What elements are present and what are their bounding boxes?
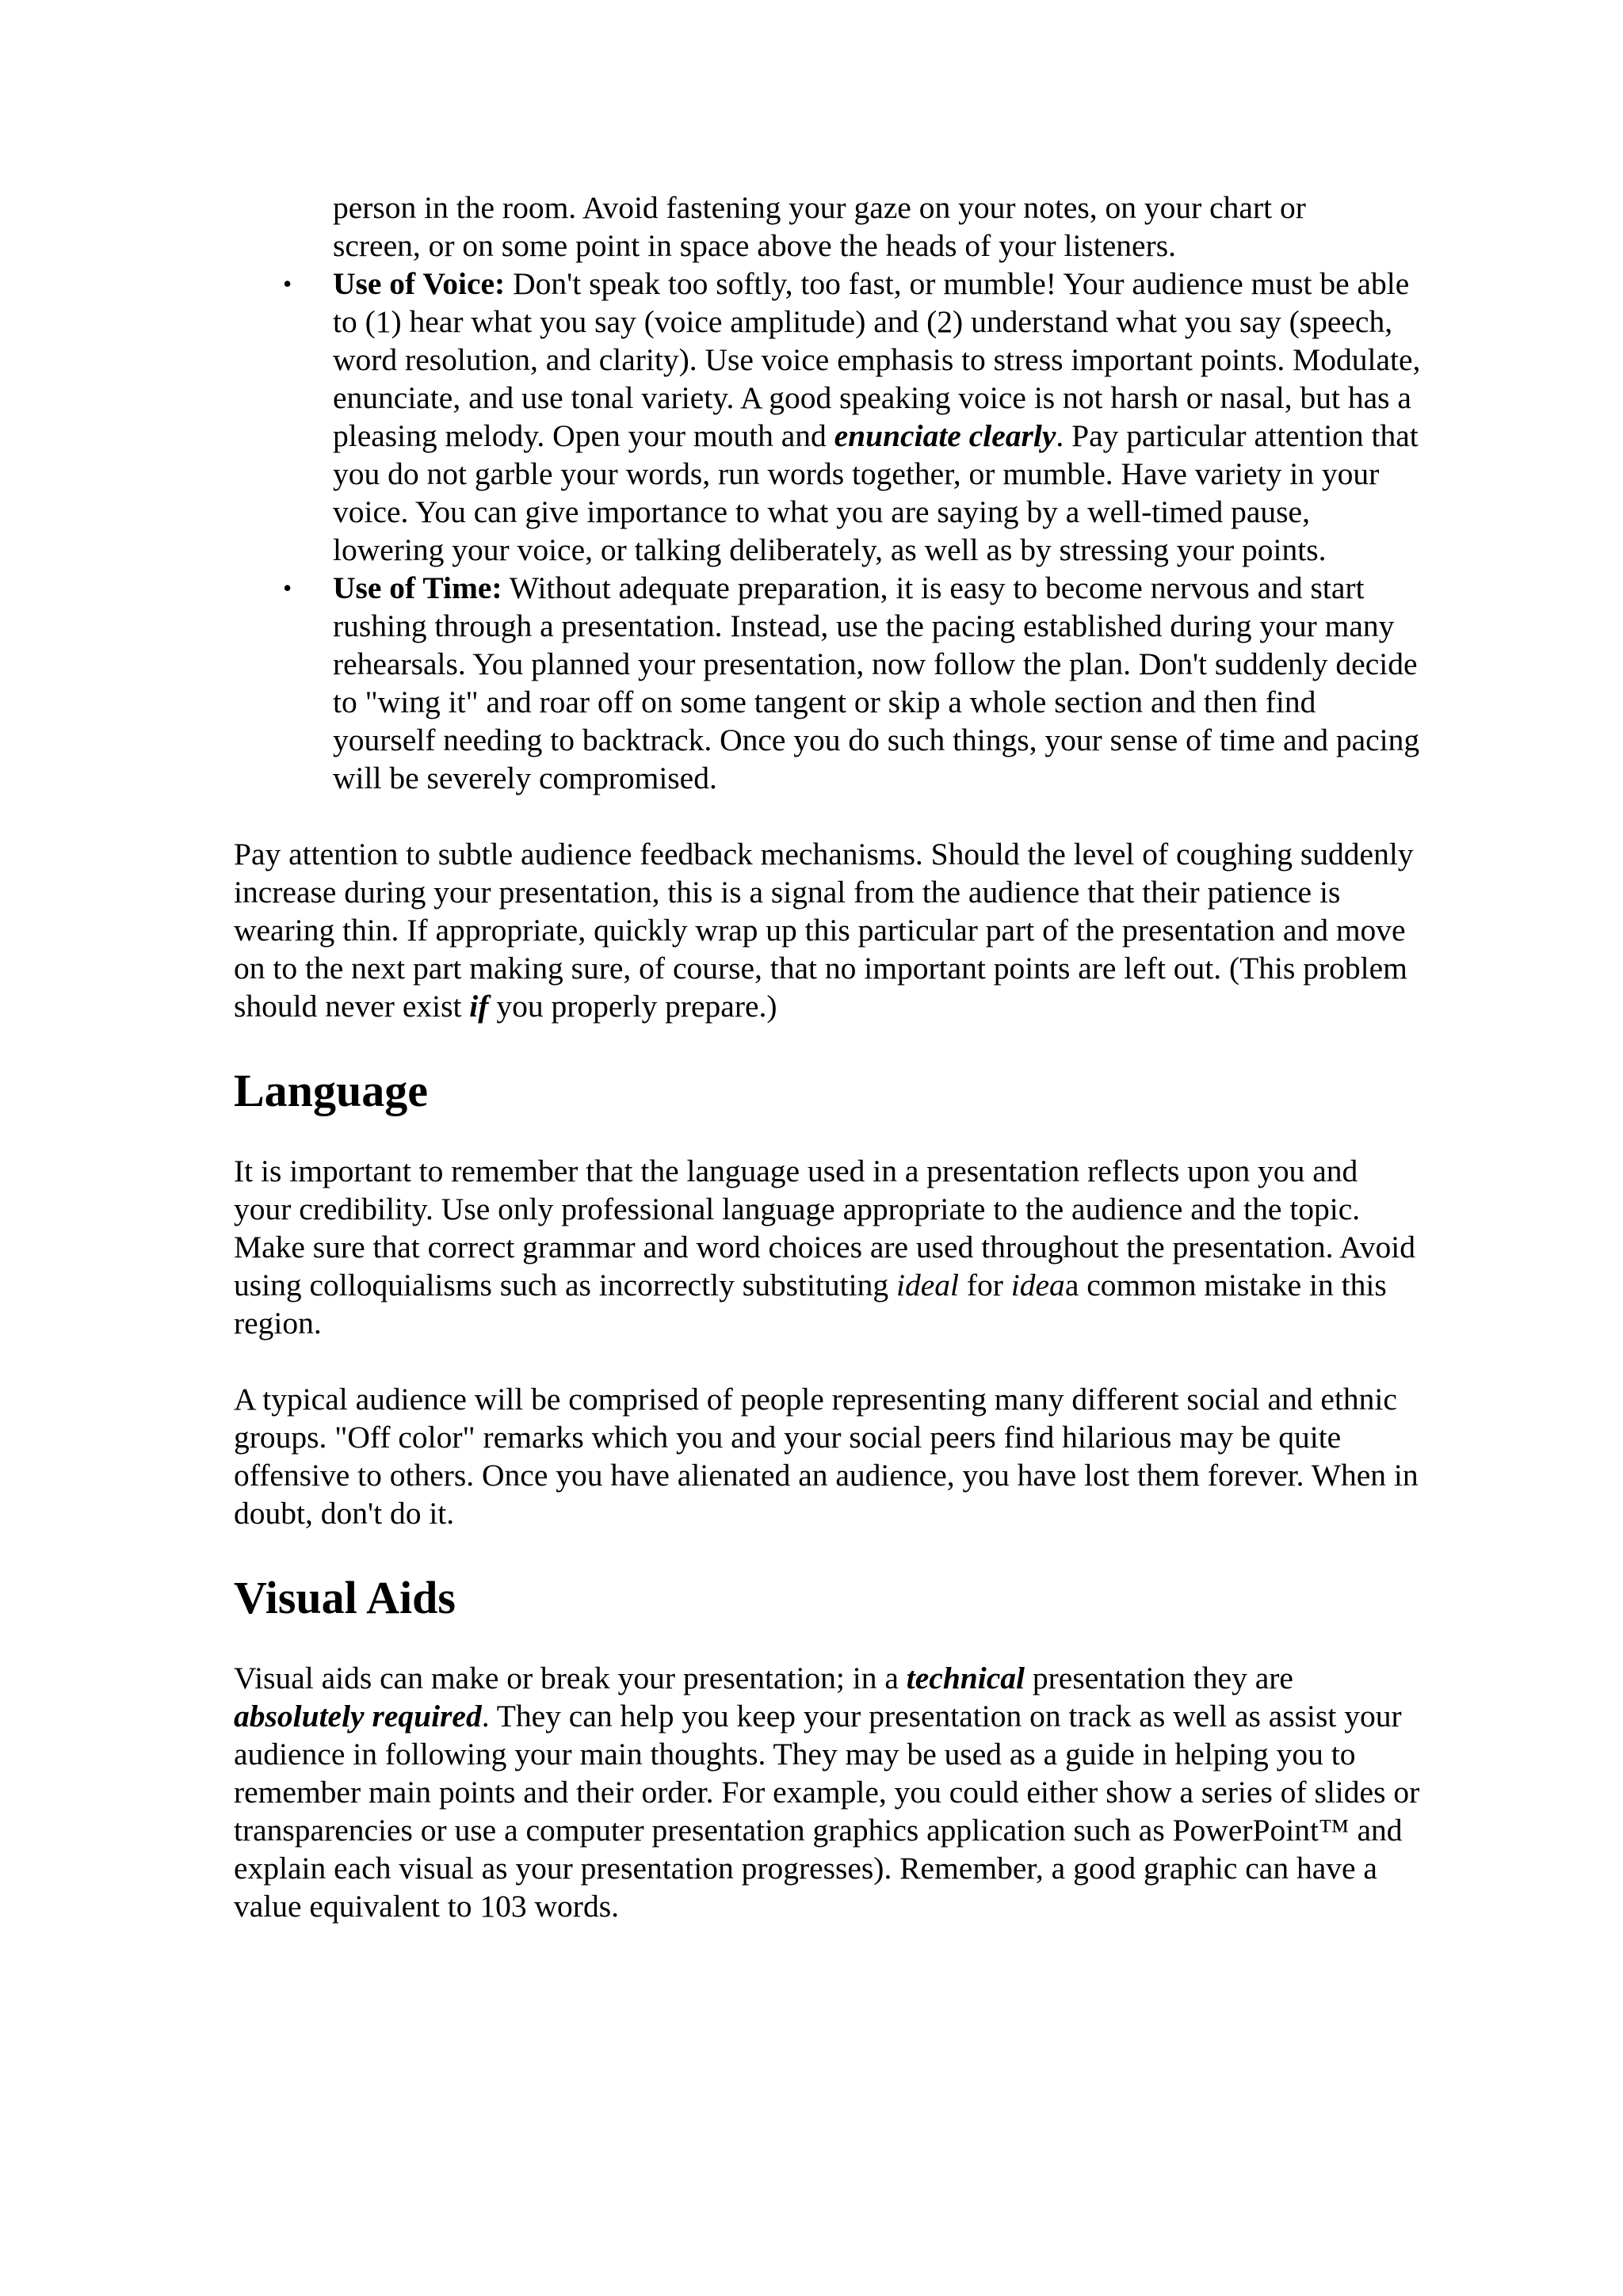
heading-visual-aids: Visual Aids: [234, 1572, 456, 1623]
emphasis-if: if: [469, 989, 489, 1024]
bullet-dot-icon: •: [283, 574, 292, 602]
feedback-paragraph: [234, 835, 1423, 1025]
visual-p1-text-a: Visual aids can make or break your presentation; in a: [234, 1661, 907, 1695]
bullet-use-of-time: [234, 569, 1423, 797]
bullet-label-time: Use of Time:: [333, 570, 502, 605]
document-page: [234, 189, 1423, 1925]
bullet-text-time: Without adequate preparation, it is easy to become nervous and start rushing through a presentation. Instead, use the pacing established during your many rehearsals. You planned your presentation, now follow the plan. Don't suddenly decide to "wing it" and roar off on some tangent or skip a whole section and then find yourself needing to backtrack. Once you do such things, your sense of time and pacing will be severely compromised.: [333, 570, 1420, 795]
italic-ideal: ideal: [896, 1268, 959, 1302]
bullet-label-voice: Use of Voice:: [333, 266, 506, 301]
visual-p1-text-b: presentation they are: [1025, 1661, 1293, 1695]
intro-continuation-line-2: screen, or on some point in space above the heads of your listeners.: [333, 228, 1176, 263]
emphasis-absolutely-required: absolutely required: [234, 1699, 482, 1733]
italic-idea: idea: [1010, 1268, 1065, 1302]
bullet-text-voice-b: . Pay particular attention that you do not garble your words, run words together, or mumble. Have variety in your voice. You can give importance to what you are saying by a well-timed pause, lowering your voice, or talking deliberately, as well as by stressing your points.: [333, 418, 1419, 567]
language-p1-text-b: for: [958, 1268, 1011, 1302]
emphasis-technical: technical: [906, 1661, 1025, 1695]
intro-continuation-line-1: person in the room. Avoid fastening your gaze on your notes, on your chart or: [333, 190, 1306, 225]
feedback-text-b: you properly prepare.): [488, 989, 777, 1024]
bullet-text-voice-a: Don't speak too softly, too fast, or mumble! Your audience must be able to (1) hear what you say (voice amplitude) and (2) understand what you say (speech, word resolution, and clarity). Use voice emphasis to stress important points. Modulate, enunciate, and use tonal variety. A good speaking voice is not harsh or nasal, but has a pleasing melody. Open your mouth and: [333, 266, 1421, 453]
language-p1-text-a: It is important to remember that the language used in a presentation reflects upon you and your credibility. Use only professional language appropriate to the audience and the topic. Make sure that correct grammar and word choices are used throughout the presentation. Avoid using colloquialisms such as incorrectly substituting: [234, 1154, 1415, 1302]
language-p1-text-c: a common mistake in this region.: [234, 1268, 1387, 1341]
language-paragraph-2: A typical audience will be comprised of people representing many different social and ethnic groups. "Off color" remarks which you and your social peers find hilarious may be quite offensive to others. Once you have alienated an audience, you have lost them forever. When in doubt, don't do it.: [234, 1382, 1419, 1531]
heading-language: Language: [234, 1065, 428, 1116]
emphasis-enunciate-clearly: enunciate clearly: [834, 418, 1056, 453]
bullet-dot-icon: •: [283, 269, 292, 298]
tips-bullet-list: [234, 265, 1423, 797]
bullet-use-of-voice: [234, 265, 1423, 569]
visual-p1-text-c: . They can help you keep your presentation on track as well as assist your audience in following your main thoughts. They may be used as a guide in helping you to remember main points and their order. For example, you could either show a series of slides or transparencies or use a computer presentation graphics application such as PowerPoint™ and explain each visual as your presentation progresses). Remember, a good graphic can have a value equivalent to 103 words.: [234, 1699, 1420, 1924]
language-paragraph-1: [234, 1152, 1423, 1342]
feedback-text-a: Pay attention to subtle audience feedback mechanisms. Should the level of coughing suddenly increase during your presentation, this is a signal from the audience that their patience is wearing thin. If appropriate, quickly wrap up this particular part of the presentation and move on to the next part making sure, of course, that no important points are left out. (This problem should never exist: [234, 837, 1414, 1024]
visual-aids-paragraph-1: [234, 1659, 1423, 1925]
